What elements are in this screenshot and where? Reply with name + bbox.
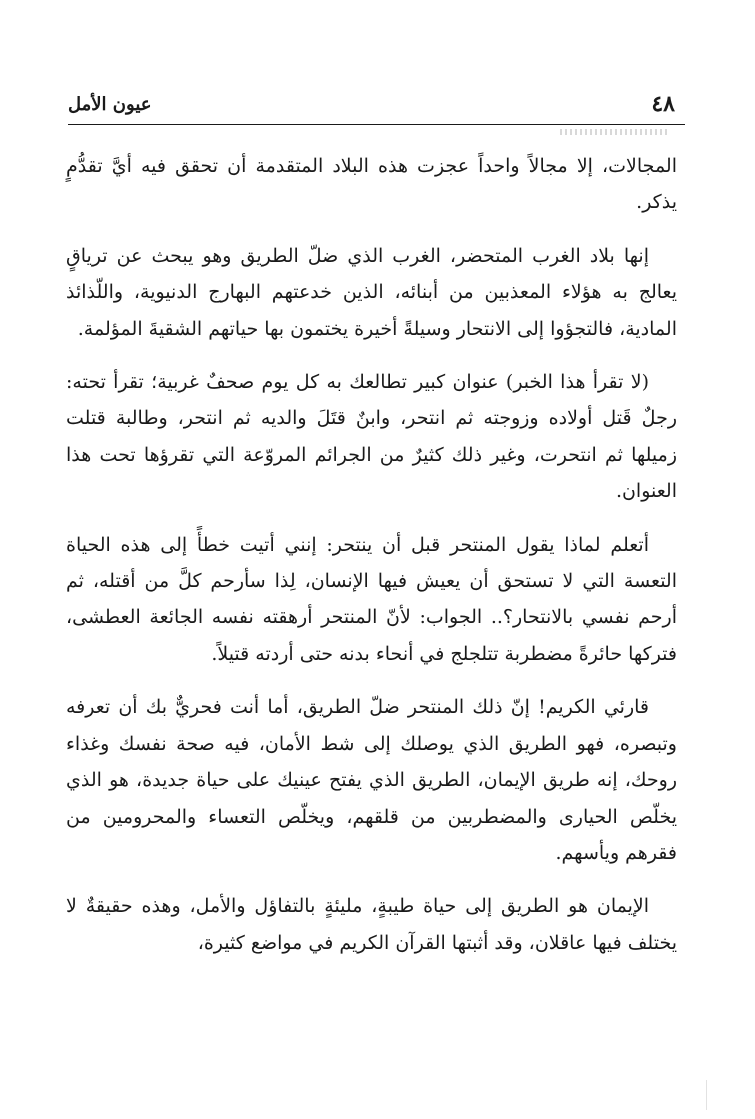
paragraph-3: (لا تقرأ هذا الخبر) عنوان كبير تطالعك به كل يوم صحفٌ غربية؛ تقرأ تحته: رجلٌ قَتل أولاده وزوجته ثم انتحر، وابنٌ قتَلَ والديه ثم انتحر، وطالبة قتلت زميلها ثم انتحرت، وغير ذلك كثيرٌ من الجرائم المروّعة التي تقرؤها تحت هذا العنوان.: [66, 371, 677, 503]
running-title: عيون الأمل: [68, 93, 152, 115]
paragraph-1: المجالات، إلا مجالاً واحداً عجزت هذه البلاد المتقدمة أن تحقق فيه أيَّ تقدُّمٍ يذكر.: [66, 155, 677, 214]
header-rule: [68, 124, 685, 125]
rule-ornament: [560, 129, 670, 135]
paragraph-5: قارئي الكريم! إنّ ذلك المنتحر ضلّ الطريق، أما أنت فحريٌّ بك أن تعرفه وتبصره، فهو الطريق الذي يوصلك إلى شط الأمان، فيه صحة نفسك وغذاء روحك، إنه طريق الإيمان، الطريق الذي يفتح عينيك على حياة جديدة، هو الذي يخلّص الحيارى والمضطربين من قلقهم، ويخلّص التعساء والمحرومين من فقرهم ويأسهم.: [66, 696, 677, 864]
page-header: [68, 88, 675, 120]
body-text: [66, 148, 677, 978]
page-number: ٤٨: [651, 91, 675, 117]
paragraph-4: أتعلم لماذا يقول المنتحر قبل أن ينتحر: إنني أتيت خطأً إلى هذه الحياة التعسة التي لا تستحق أن يعيش فيها الإنسان، لِذا سأرحم كلَّ من أقتله، ثم أرحم نفسي بالانتحار؟.. الجواب: لأنّ المنتحر أرهقته نفسه الجائعة العطشى، فتركها حائرةً مضطربة تتلجلج في أنحاء بدنه حتى أردته قتيلاً.: [66, 533, 677, 665]
paragraph-2: إنها بلاد الغرب المتحضر، الغرب الذي ضلّ الطريق وهو يبحث عن ترياقٍ يعالج به هؤلاء المعذبين من أبنائه، الذين خدعتهم البهارج الدنيوية، واللّذائذ المادية، فالتجؤوا إلى الانتحار وسيلةً أخيرة يختمون بها حياتهم الشقيةَ المؤلمة.: [66, 244, 677, 340]
paragraph-6: الإيمان هو الطريق إلى حياة طيبةٍ، مليئةٍ بالتفاؤل والأمل، وهذه حقيقةٌ لا يختلف فيها عاقلان، وقد أثبتها القرآن الكريم في مواضع كثيرة،: [66, 895, 677, 954]
margin-mark: [706, 1080, 707, 1110]
